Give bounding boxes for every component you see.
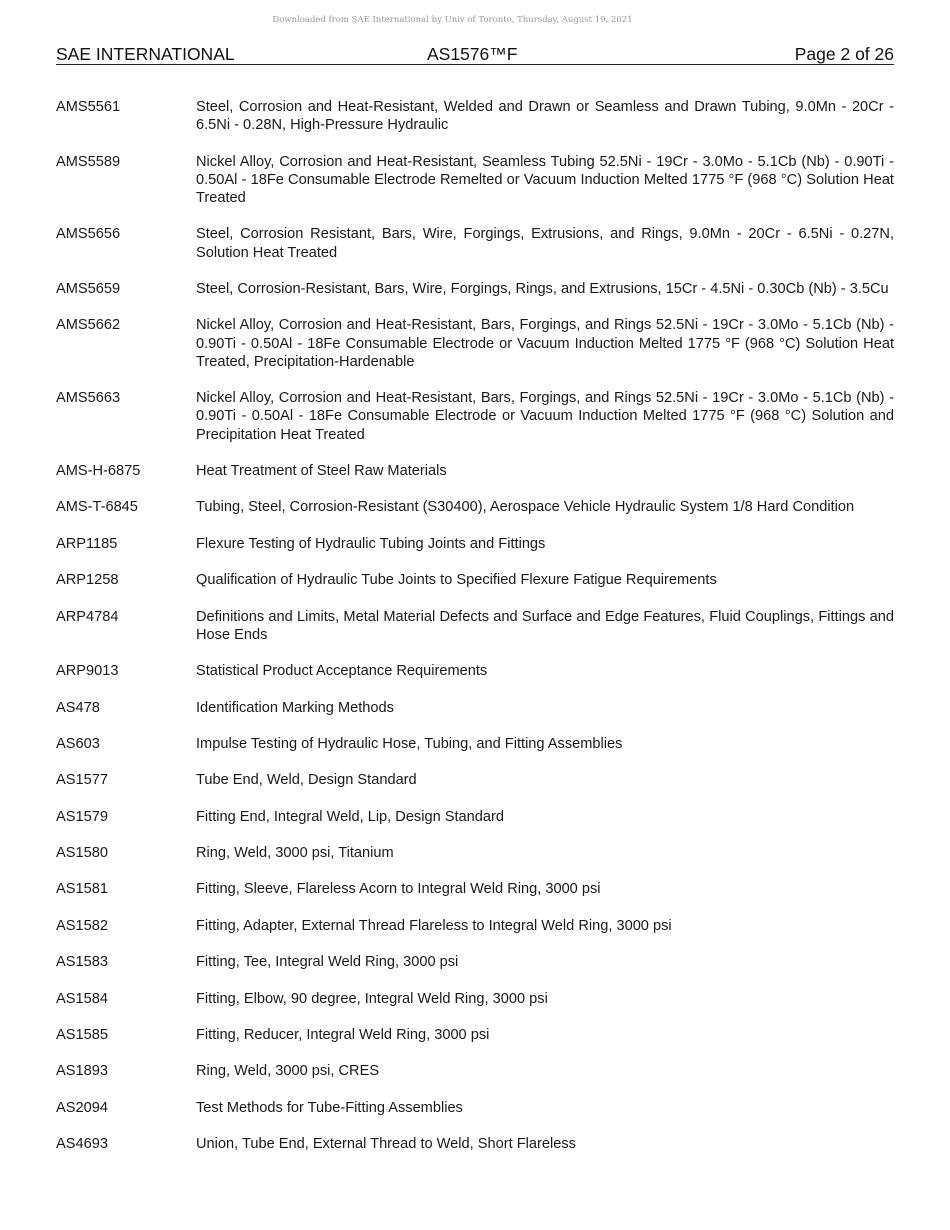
reference-item [56,735,894,753]
reference-title: Identification Marking Methods [196,699,394,716]
header-org: SAE INTERNATIONAL [56,44,235,64]
reference-title: Tubing, Steel, Corrosion-Resistant (S30400), Aerospace Vehicle Hydraulic System 1/8 Hard Condition [196,499,855,516]
reference-code: AMS5659 [56,280,121,297]
reference-item [56,1026,894,1044]
reference-code: ARP4784 [56,608,119,625]
reference-code: AS1577 [56,772,108,789]
reference-title: Fitting, Reducer, Integral Weld Ring, 3000 psi [196,1027,490,1044]
reference-item [56,389,894,444]
reference-title: Qualification of Hydraulic Tube Joints to Specified Flexure Fatigue Requirements [196,572,717,589]
reference-title: Statistical Product Acceptance Requirements [196,663,488,680]
reference-title: Heat Treatment of Steel Raw Materials [196,462,447,479]
reference-title: Fitting, Adapter, External Thread Flareless to Integral Weld Ring, 3000 psi [196,917,672,934]
reference-item [56,1099,894,1117]
reference-code: AS1893 [56,1063,108,1080]
reference-title: Fitting, Tee, Integral Weld Ring, 3000 psi [196,954,459,971]
reference-item [56,225,894,261]
reference-title: Definitions and Limits, Metal Material Defects and Surface and Edge Features, Fluid Couplings, Fittings and Hose Ends [196,608,894,643]
reference-code: AS1580 [56,845,108,862]
reference-title: Nickel Alloy, Corrosion and Heat-Resistant, Bars, Forgings, and Rings 52.5Ni - 19Cr - 3.0Mo - 5.1Cb (Nb) - 0.90Ti - 0.50Al - 18Fe Consumable Electrode or Vacuum Induction Melted 1775 °F (968 °C) Solution and Precipitation Heat Treated [196,390,894,443]
reference-title: Nickel Alloy, Corrosion and Heat-Resistant, Seamless Tubing 52.5Ni - 19Cr - 3.0Mo - 5.1Cb (Nb) - 0.90Ti - 0.50Al - 18Fe Consumable Electrode Remelted or Vacuum Induction Melted 1775 °F (968 °C) Solution Heat Treated [196,153,894,206]
reference-item [56,608,894,644]
reference-code: ARP1258 [56,572,119,589]
reference-title: Nickel Alloy, Corrosion and Heat-Resistant, Bars, Forgings, and Rings 52.5Ni - 19Cr - 3.0Mo - 5.1Cb (Nb) - 0.90Ti - 0.50Al - 18Fe Consumable Electrode or Vacuum Induction Melted 1775 °F (968 °C) Solution Heat Treated, Precipitation-Hardenable [196,317,894,370]
reference-code: AS4693 [56,1136,108,1153]
reference-title: Test Methods for Tube-Fitting Assemblies [196,1099,463,1116]
reference-code: AMS-H-6875 [56,462,141,479]
reference-code: AMS5662 [56,317,121,334]
reference-code: ARP9013 [56,663,119,680]
reference-code: AMS5656 [56,226,121,243]
reference-item [56,953,894,971]
reference-code: AMS-T-6845 [56,499,138,516]
reference-item [56,1062,894,1080]
reference-code: AS1584 [56,990,108,1007]
reference-title: Tube End, Weld, Design Standard [196,772,417,789]
reference-title: Impulse Testing of Hydraulic Hose, Tubing, and Fitting Assemblies [196,735,623,752]
reference-item [56,662,894,680]
reference-title: Flexure Testing of Hydraulic Tubing Joints and Fittings [196,535,546,552]
reference-item [56,280,894,298]
reference-item [56,990,894,1008]
reference-item [56,699,894,717]
reference-title: Fitting End, Integral Weld, Lip, Design Standard [196,808,504,825]
reference-item [56,880,894,898]
reference-title: Union, Tube End, External Thread to Weld, Short Flareless [196,1136,576,1153]
reference-title: Steel, Corrosion-Resistant, Bars, Wire, Forgings, Rings, and Extrusions, 15Cr - 4.5Ni - 0.30Cb (Nb) - 3.5Cu [196,280,889,297]
reference-title: Ring, Weld, 3000 psi, Titanium [196,845,394,862]
reference-item [56,98,894,134]
download-watermark: Downloaded from SAE International by Univ of Toronto, Thursday, August 19, 2021 [272,15,633,25]
reference-code: AS478 [56,699,100,716]
reference-item [56,153,894,208]
page-header [56,43,894,65]
reference-title: Steel, Corrosion Resistant, Bars, Wire, Forgings, Extrusions, and Rings, 9.0Mn - 20Cr - 6.5Ni - 0.27N, Solution Heat Treated [196,226,894,261]
header-page-number: Page 2 of 26 [794,44,894,64]
reference-item [56,316,894,371]
reference-code: AS1579 [56,808,108,825]
reference-item [56,1135,894,1153]
reference-code: AS2094 [56,1099,108,1116]
reference-code: AS603 [56,735,100,752]
reference-item [56,498,894,516]
reference-title: Fitting, Sleeve, Flareless Acorn to Integral Weld Ring, 3000 psi [196,881,601,898]
reference-item [56,535,894,553]
reference-code: AMS5663 [56,390,121,407]
reference-item [56,771,894,789]
reference-code: ARP1185 [56,535,118,552]
reference-title: Fitting, Elbow, 90 degree, Integral Weld Ring, 3000 psi [196,990,548,1007]
reference-item [56,917,894,935]
reference-list [56,98,894,1172]
reference-item [56,844,894,862]
reference-code: AMS5561 [56,99,121,115]
reference-title: Steel, Corrosion and Heat-Resistant, Welded and Drawn or Seamless and Drawn Tubing, 9.0Mn - 20Cr - 6.5Ni - 0.28N, High-Pressure Hydraulic [196,99,894,134]
reference-code: AS1585 [56,1027,108,1044]
reference-code: AMS5589 [56,153,121,170]
reference-code: AS1582 [56,917,108,934]
reference-item [56,571,894,589]
reference-item [56,462,894,480]
reference-code: AS1581 [56,881,108,898]
reference-title: Ring, Weld, 3000 psi, CRES [196,1063,380,1080]
reference-code: AS1583 [56,954,108,971]
header-doc-number: AS1576™F [427,44,518,64]
reference-item [56,808,894,826]
